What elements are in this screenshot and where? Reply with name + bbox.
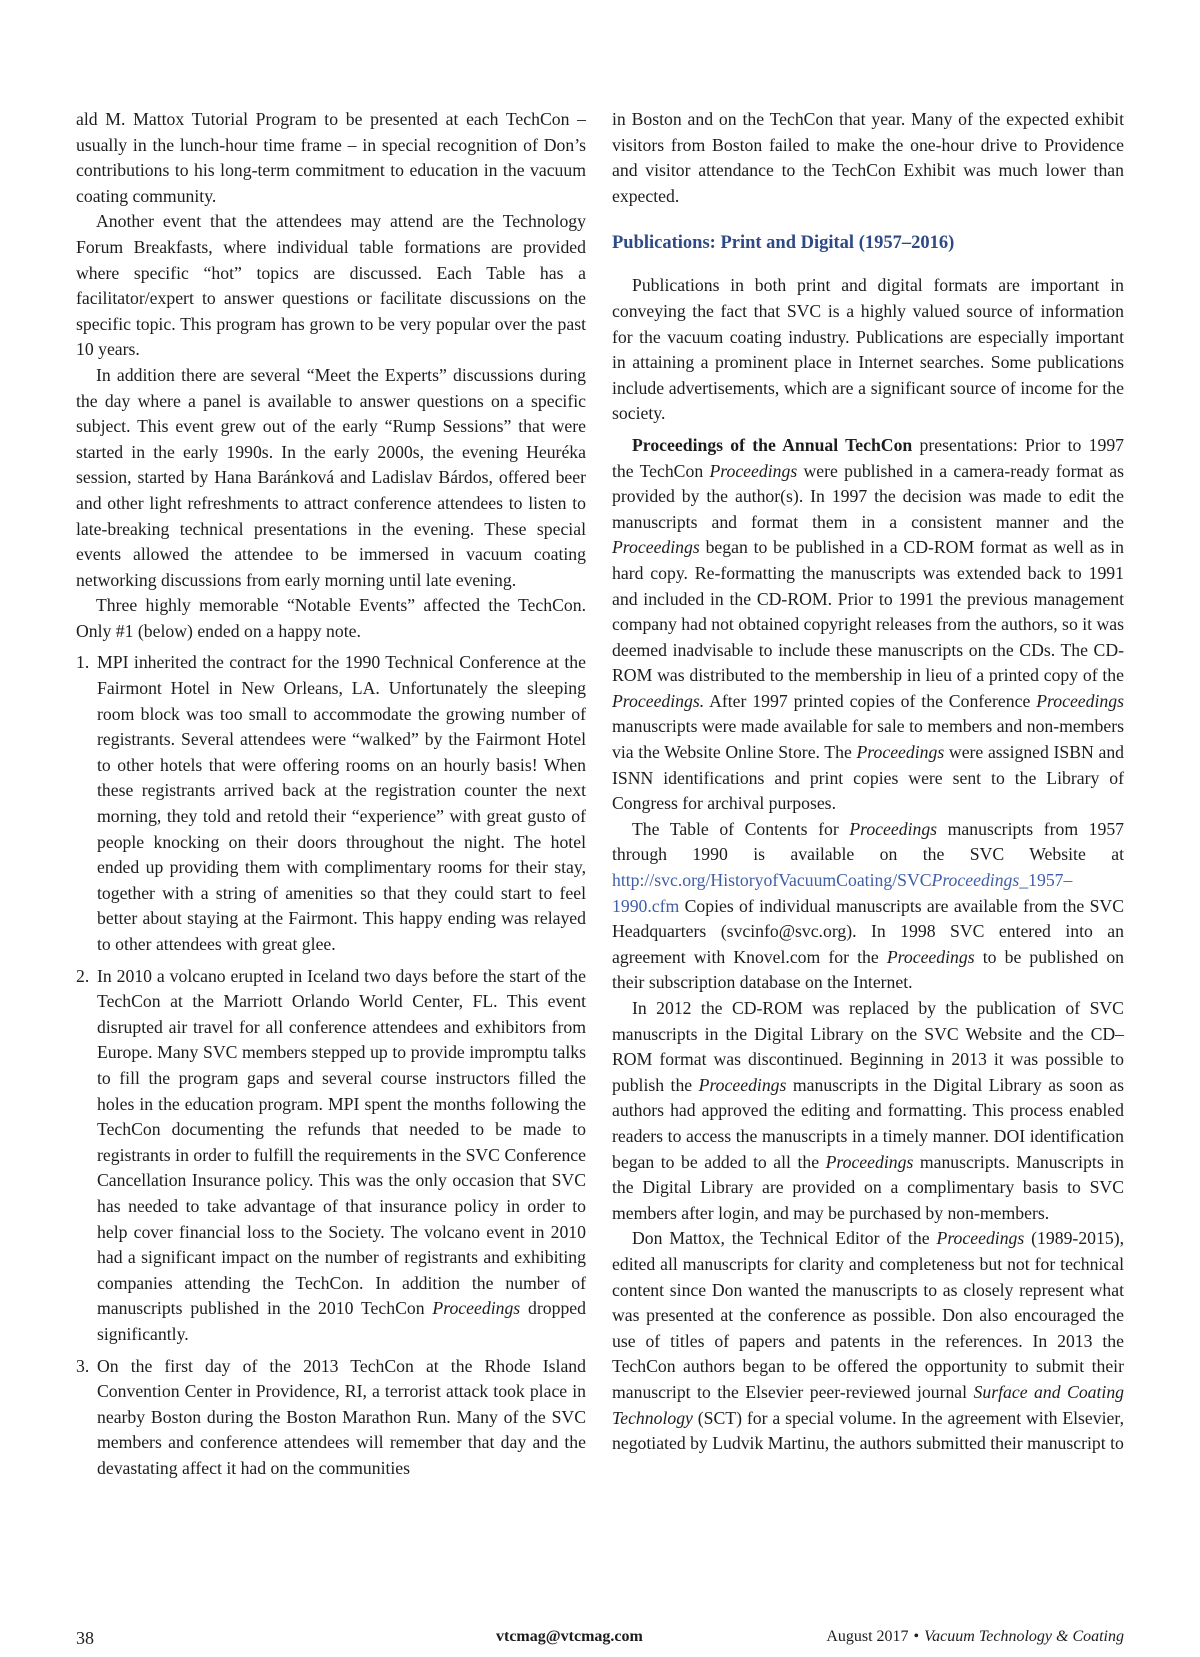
list-item-text: In 2010 a volcano erupted in Iceland two days before the start of the TechCon at the Marriott Orlando World Center, FL. This event disrupted air travel for all conference attendees and exhibitors from Europe. Many SVC members stepped up to provide impromptu talks to fill the program gaps and several course instructors filled the holes in the education program. MPI spent the months following the TechCon documenting the refunds that needed to be made to registrants in order to fulfill the requirements in the SVC Conference Cancellation Insurance policy. This was the only occasion that SVC has needed to take advantage of that insurance policy in order to help cover financial loss to the Society. The volcano event in 2010 had a significant impact on the number of registrants and exhibiting companies attending the TechCon. In addition the number of manuscripts published in the 2010 TechCon (97, 965, 586, 1319)
paragraph-forum-breakfasts: Another event that the attendees may attend are the Technology Forum Breakfasts, where individual table formations are provided where specific “hot” topics are discussed. Each Table has a facilitator/expert to answer questions or facilitate discussions on the specific topic. This program has grown to be very popular over the past 10 years. (76, 211, 586, 360)
link-text[interactable]: _1957–1990.cfm (612, 870, 1073, 916)
list-item-text: MPI inherited the contract for the 1990 Technical Conference at the Fairmont Hotel in New Orleans, LA. Unfortunately the sleeping room block was too small to accommodate the growing number of registrants. Several attendees were “walked” by the Fairmont Hotel to other hotels that were offering rooms on an hourly basis! When these registrants arrived back at the registration counter the next morning, they told and retold their “experience” with great gusto of people knocking on their doors throughout the night. The hotel ended up providing them with complimentary rooms for their stay, together with a string of amenities so that they could start to feel better about staying at the Fairmont. This happy ending was relayed to other attendees with great glee. (97, 652, 586, 954)
text-run: (SCT) for a special volume. In the agreement with Elsevier, negotiated by Ludvik Martinu, the authors submitted their manuscript to (612, 1407, 1124, 1454)
list-item-text: On the first day of the 2013 TechCon at the Rhode Island Convention Center in Providence, RI, a terrorist attack took place in nearby Boston during the Boston Marathon Run. Many of the SVC members and conference attendees will remember that day and the devastating affect it had on the communities (97, 1355, 586, 1478)
italic-run: Proceedings (709, 460, 798, 481)
section-heading: Publications: Print and Digital (1957–2016) (612, 233, 955, 254)
text-run: were assigned ISBN and ISNN identifications and print copies were sent to the Library of Congress for archival purposes. (612, 742, 1125, 814)
list-item (76, 650, 586, 957)
issue-date: August 2017 (826, 1628, 909, 1645)
left-column (76, 107, 586, 1487)
italic-run: Proceedings (698, 1074, 787, 1095)
italic-run: Proceedings (886, 946, 975, 967)
link-text[interactable]: http://svc.org/HistoryofVacuumCoating/SVC (612, 870, 932, 891)
link-text-italic[interactable]: Proceedings (931, 870, 1020, 891)
proceedings-lead-in: Proceedings of the Annual TechCon (632, 434, 913, 455)
page-footer (76, 1628, 1124, 1652)
text-run: began to be published in a CD-ROM format as well as in hard copy. Re-formatting the manuscripts was extended back to 1991 and included in the CD-ROM. Prior to 1991 the previous management company had not obtained copyright releases from the authors, so it was deemed inadvisable to include these manuscripts on the CDs. The CD-ROM was distributed to the membership in lieu of a printed copy of the (612, 537, 1124, 686)
paragraph-meet-experts: In addition there are several “Meet the Experts” discussions during the day where a panel is available to answer questions on a specific subject. This event grew out of the early “Rump Sessions” that were started in the early 1990s. In the early 2000s, the evening Heuréka session, started by Hana Baránková and Ladislav Bárdos, offered beer and other light refreshments to attract conference attendees to listen to late-breaking technical presentations in the evening. These special events allowed the attendee to be immersed in vacuum coating networking discussions from early morning until late evening. (76, 364, 586, 590)
footer-email: vtcmag@vtcmag.com (496, 1628, 643, 1645)
text-run: were published in a camera-ready format as provided by the author(s). In 1997 the decision was made to edit the manuscripts and format them in a consistent manner and the (612, 460, 1125, 532)
paragraph-continued: in Boston and on the TechCon that year. Many of the expected exhibit visitors from Boston failed to make the one-hour drive to Providence and visitor attendance to the TechCon Exhibit was much lower than expected. (612, 109, 1124, 206)
text-run: manuscripts were made available for sale to members and non-members via the Website Online Store. The (612, 716, 1124, 763)
italic-run: Proceedings (936, 1228, 1025, 1249)
paragraph-table-of-contents (612, 817, 1124, 996)
text-run: Don Mattox, the Technical Editor of the (632, 1228, 930, 1249)
text-run: The Table of Contents for (632, 818, 839, 839)
right-column (612, 107, 1124, 1457)
text-run: manuscripts. Manuscripts in the Digital Library are provided on a complimentary basis to SVC members after login, and may be purchased by non-members. (612, 1151, 1124, 1223)
page-number: 38 (76, 1628, 94, 1648)
paragraph-tutorial: ald M. Mattox Tutorial Program to be presented at each TechCon – usually in the lunch-hour time frame – in special recognition of Don’s contributions to his long-term commitment to education in the vacuum coating community. (76, 109, 586, 206)
list-item-text-tail: dropped significantly. (97, 1298, 587, 1344)
paragraph-proceedings (612, 433, 1124, 817)
italic-proceedings: Proceedings (432, 1298, 521, 1319)
text-run: manuscripts in the Digital Library as soon as authors had approved the editing and formatting. This process enabled readers to access the manuscripts in a timely manner. DOI identification began to be added to all the (612, 1074, 1125, 1172)
italic-run: Proceedings (856, 742, 945, 763)
paragraph-publications: Publications in both print and digital formats are important in conveying the fact that SVC is a highly valued source of information for the vacuum coating industry. Publications are especially important in attaining a prominent place in Internet searches. Some publications include advertisements, which are a significant source of income for the society. (612, 275, 1124, 424)
text-run: After 1997 printed copies of the Conference (709, 690, 1031, 711)
italic-run: Proceedings (825, 1151, 914, 1172)
text-run: Copies of individual manuscripts are available from the SVC Headquarters (svcinfo@svc.org). In 1998 SVC entered into an agreement with Knovel.com for the (612, 895, 1124, 967)
paragraph-digital-library (612, 996, 1124, 1226)
notable-events-list (76, 650, 586, 1481)
text-run: In 2012 the CD-ROM was replaced by the publication of SVC manuscripts in the Digital Library on the SVC Website and the CD–ROM format was discontinued. Beginning in 2013 it was possible to publish the (612, 998, 1124, 1095)
footer-issue (826, 1628, 1124, 1646)
italic-run: Proceedings (849, 818, 938, 839)
text-run: presentations: Prior to 1997 the TechCon (612, 434, 1125, 481)
list-number: 2. (76, 965, 90, 986)
text-run: (1989-2015), edited all manuscripts for clarity and completeness but not for technical content since Don wanted the manuscripts to as closely represent what was presented at the conference as possible. Don also encouraged the use of titles of papers and patents in the references. In 2013 the TechCon authors began to be offered the opportunity to submit their manuscript to the Elsevier peer-reviewed journal (612, 1228, 1125, 1402)
list-number: 1. (76, 652, 90, 673)
text-run: manuscripts from 1957 through 1990 is available on the SVC Website at (612, 818, 1125, 865)
italic-run: Proceedings (612, 537, 700, 558)
italic-run: Surface and Coating Technology (612, 1381, 1125, 1428)
italic-run: Proceedings. (612, 690, 705, 711)
list-number: 3. (76, 1355, 90, 1376)
separator-bullet: • (913, 1628, 920, 1645)
paragraph-don-mattox (612, 1226, 1124, 1456)
text-run: to be published on their subscription database on the Internet. (612, 946, 1125, 993)
italic-run: Proceedings (1036, 690, 1124, 711)
paragraph-notable-events: Three highly memorable “Notable Events” affected the TechCon. Only #1 (below) ended on a happy note. (76, 595, 586, 641)
list-item (76, 964, 586, 1348)
magazine-title: Vacuum Technology & Coating (924, 1628, 1124, 1645)
list-item (76, 1354, 586, 1482)
